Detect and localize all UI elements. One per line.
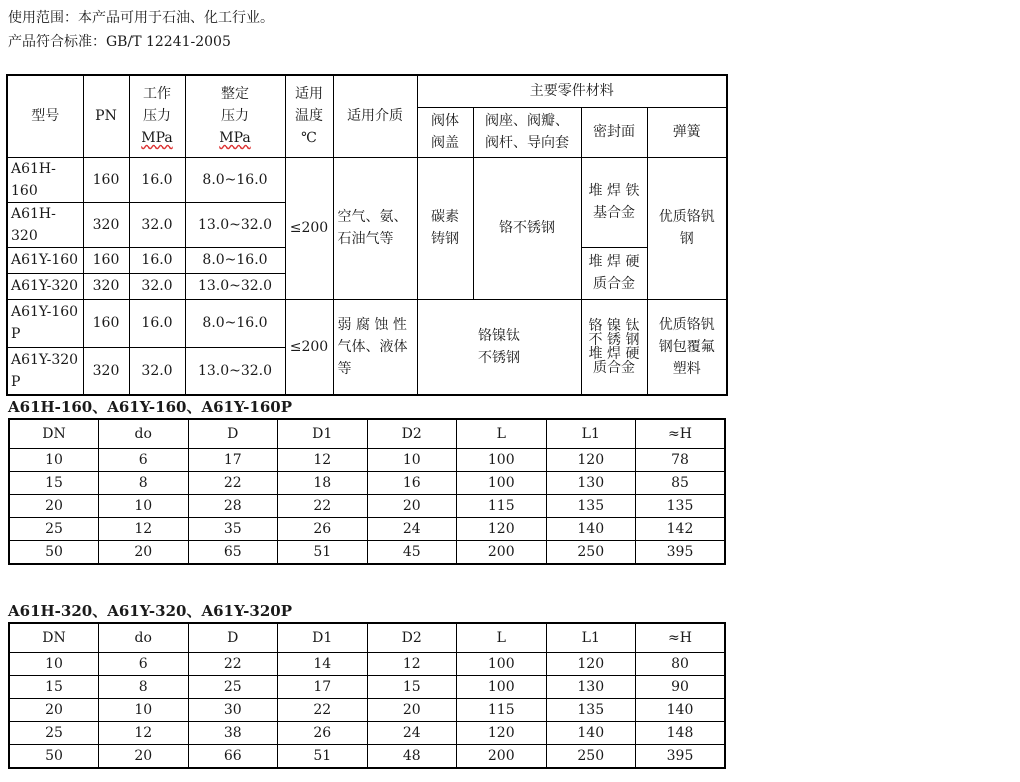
table-row: [9, 653, 725, 676]
cell: 115: [457, 699, 547, 722]
cell: 120: [457, 518, 547, 541]
cell: 100: [457, 449, 547, 472]
header-cell: DN: [9, 623, 99, 653]
set-pressure-cell: 13.0~32.0: [185, 202, 285, 247]
set-pressure-cell: 13.0~32.0: [185, 273, 285, 299]
cell: 8: [99, 472, 189, 495]
table-row: [9, 449, 725, 472]
cell: 140: [546, 722, 636, 745]
work-pressure-cell: 32.0: [129, 347, 185, 395]
medium-cell: 弱 腐 蚀 性 气体、液体 等: [333, 299, 417, 395]
cell: 14: [278, 653, 368, 676]
set-pressure-cell: 8.0~16.0: [185, 157, 285, 202]
header-cell: D: [188, 419, 278, 449]
dimension-table-1: [8, 418, 726, 565]
pn-cell: 320: [83, 347, 129, 395]
header-body: 阀体 阀盖: [417, 107, 473, 157]
intro-text: [8, 6, 274, 54]
cell: 130: [546, 676, 636, 699]
pn-cell: 160: [83, 157, 129, 202]
header-cell: D2: [367, 623, 457, 653]
header-cell: L: [457, 419, 547, 449]
cell: 120: [546, 653, 636, 676]
cell: 85: [636, 472, 726, 495]
pn-cell: 160: [83, 299, 129, 347]
cell: 100: [457, 472, 547, 495]
cell: 51: [278, 745, 368, 769]
cell: 25: [9, 722, 99, 745]
cell: 140: [636, 699, 726, 722]
header-cell: L: [457, 623, 547, 653]
cell: 48: [367, 745, 457, 769]
cell: 24: [367, 518, 457, 541]
product-standard: 产品符合标准：GB/T 12241-2005: [8, 34, 231, 50]
cell: 24: [367, 722, 457, 745]
cell: 38: [188, 722, 278, 745]
cell: 16: [367, 472, 457, 495]
cell: 395: [636, 541, 726, 565]
header-cell: L1: [546, 419, 636, 449]
header-seal: 密封面: [581, 107, 647, 157]
cell: 20: [9, 699, 99, 722]
cell: 65: [188, 541, 278, 565]
model-cell: A61H-160: [7, 157, 83, 202]
dimension-table-1-caption: A61H-160、A61Y-160、A61Y-160P: [8, 398, 292, 416]
cell: 12: [367, 653, 457, 676]
cell: 250: [546, 541, 636, 565]
spring-material-cell: 优质铬钒 钢: [647, 157, 727, 299]
cell: 15: [9, 676, 99, 699]
header-spring: 弹簧: [647, 107, 727, 157]
pn-cell: 320: [83, 273, 129, 299]
cell: 10: [9, 653, 99, 676]
cell: 26: [278, 518, 368, 541]
table-header-row: [9, 419, 725, 449]
cell: 130: [546, 472, 636, 495]
table-row: [9, 745, 725, 769]
cell: 22: [278, 495, 368, 518]
cell: 12: [99, 518, 189, 541]
cell: 78: [636, 449, 726, 472]
pn-cell: 320: [83, 202, 129, 247]
cell: 25: [9, 518, 99, 541]
medium-cell: 空气、氨、 石油气等: [333, 157, 417, 299]
header-cell: ≈H: [636, 623, 726, 653]
cell: 142: [636, 518, 726, 541]
cell: 135: [546, 699, 636, 722]
header-cell: do: [99, 623, 189, 653]
model-cell: A61Y-160: [7, 247, 83, 273]
cell: 51: [278, 541, 368, 565]
cell: 140: [546, 518, 636, 541]
cell: 18: [278, 472, 368, 495]
seal-material-cell: 铬 镍 钛 不 锈 钢 堆 焊 硬 质合金: [581, 299, 647, 395]
cell: 8: [99, 676, 189, 699]
work-pressure-cell: 32.0: [129, 273, 185, 299]
cell: 17: [278, 676, 368, 699]
seal-material-cell: 堆 焊 硬 质合金: [581, 247, 647, 299]
set-pressure-cell: 8.0~16.0: [185, 299, 285, 347]
header-work-pressure: 工作 压力 MPa: [129, 75, 185, 157]
table-row: [9, 676, 725, 699]
seat-material-cell: 铬不锈钢: [473, 157, 581, 299]
temperature-cell: ≤200: [285, 299, 333, 395]
cell: 26: [278, 722, 368, 745]
cell: 25: [188, 676, 278, 699]
cell: 6: [99, 653, 189, 676]
dimension-table-2-caption: A61H-320、A61Y-320、A61Y-320P: [8, 602, 292, 620]
header-cell: do: [99, 419, 189, 449]
cell: 15: [9, 472, 99, 495]
spring-material-cell: 优质铬钒 钢包覆氟 塑料: [647, 299, 727, 395]
table-header-row: [9, 623, 725, 653]
cell: 20: [99, 541, 189, 565]
cell: 10: [367, 449, 457, 472]
cell: 135: [636, 495, 726, 518]
header-materials: 主要零件材料: [417, 75, 727, 107]
work-pressure-cell: 16.0: [129, 157, 185, 202]
table-row: [9, 472, 725, 495]
cell: 135: [546, 495, 636, 518]
seal-material-cell: 堆 焊 铁 基合金: [581, 157, 647, 247]
cell: 28: [188, 495, 278, 518]
cell: 50: [9, 541, 99, 565]
work-pressure-cell: 32.0: [129, 202, 185, 247]
cell: 30: [188, 699, 278, 722]
cell: 17: [188, 449, 278, 472]
cell: 12: [278, 449, 368, 472]
cell: 12: [99, 722, 189, 745]
cell: 80: [636, 653, 726, 676]
temperature-cell: ≤200: [285, 157, 333, 299]
header-pn: PN: [83, 75, 129, 157]
dimension-table-2: [8, 622, 726, 769]
cell: 395: [636, 745, 726, 769]
cell: 35: [188, 518, 278, 541]
table-row: [9, 722, 725, 745]
body-seat-material-cell: 铬镍钛 不锈钢: [417, 299, 581, 395]
model-cell: A61H-320: [7, 202, 83, 247]
cell: 10: [9, 449, 99, 472]
header-model: 型号: [7, 75, 83, 157]
cell: 148: [636, 722, 726, 745]
cell: 22: [188, 472, 278, 495]
header-cell: DN: [9, 419, 99, 449]
cell: 120: [546, 449, 636, 472]
cell: 45: [367, 541, 457, 565]
body-material-cell: 碳素 铸钢: [417, 157, 473, 299]
table-row: [9, 699, 725, 722]
cell: 200: [457, 541, 547, 565]
header-set-pressure: 整定 压力 MPa: [185, 75, 285, 157]
set-pressure-cell: 8.0~16.0: [185, 247, 285, 273]
header-cell: D1: [278, 623, 368, 653]
cell: 100: [457, 653, 547, 676]
usage-scope: 使用范围：本产品可用于石油、化工行业。: [8, 10, 274, 26]
cell: 20: [367, 495, 457, 518]
model-cell: A61Y-320P: [7, 347, 83, 395]
header-cell: ≈H: [636, 419, 726, 449]
cell: 120: [457, 722, 547, 745]
cell: 250: [546, 745, 636, 769]
cell: 15: [367, 676, 457, 699]
work-pressure-cell: 16.0: [129, 299, 185, 347]
table-row: [7, 157, 727, 202]
cell: 20: [99, 745, 189, 769]
cell: 100: [457, 676, 547, 699]
cell: 90: [636, 676, 726, 699]
set-pressure-cell: 13.0~32.0: [185, 347, 285, 395]
cell: 200: [457, 745, 547, 769]
spec-table: [6, 74, 728, 396]
work-pressure-cell: 16.0: [129, 247, 185, 273]
table-row: [9, 495, 725, 518]
model-cell: A61Y-160P: [7, 299, 83, 347]
cell: 6: [99, 449, 189, 472]
cell: 20: [367, 699, 457, 722]
cell: 50: [9, 745, 99, 769]
cell: 115: [457, 495, 547, 518]
header-cell: D: [188, 623, 278, 653]
header-cell: D1: [278, 419, 368, 449]
header-temperature: 适用 温度 ℃: [285, 75, 333, 157]
cell: 10: [99, 699, 189, 722]
header-cell: L1: [546, 623, 636, 653]
pn-cell: 160: [83, 247, 129, 273]
table-row: [7, 299, 727, 347]
cell: 10: [99, 495, 189, 518]
cell: 20: [9, 495, 99, 518]
header-cell: D2: [367, 419, 457, 449]
header-medium: 适用介质: [333, 75, 417, 157]
model-cell: A61Y-320: [7, 273, 83, 299]
cell: 22: [188, 653, 278, 676]
header-seat: 阀座、阀瓣、 阀杆、导向套: [473, 107, 581, 157]
table-row: [9, 518, 725, 541]
cell: 22: [278, 699, 368, 722]
table-row: [9, 541, 725, 565]
cell: 66: [188, 745, 278, 769]
